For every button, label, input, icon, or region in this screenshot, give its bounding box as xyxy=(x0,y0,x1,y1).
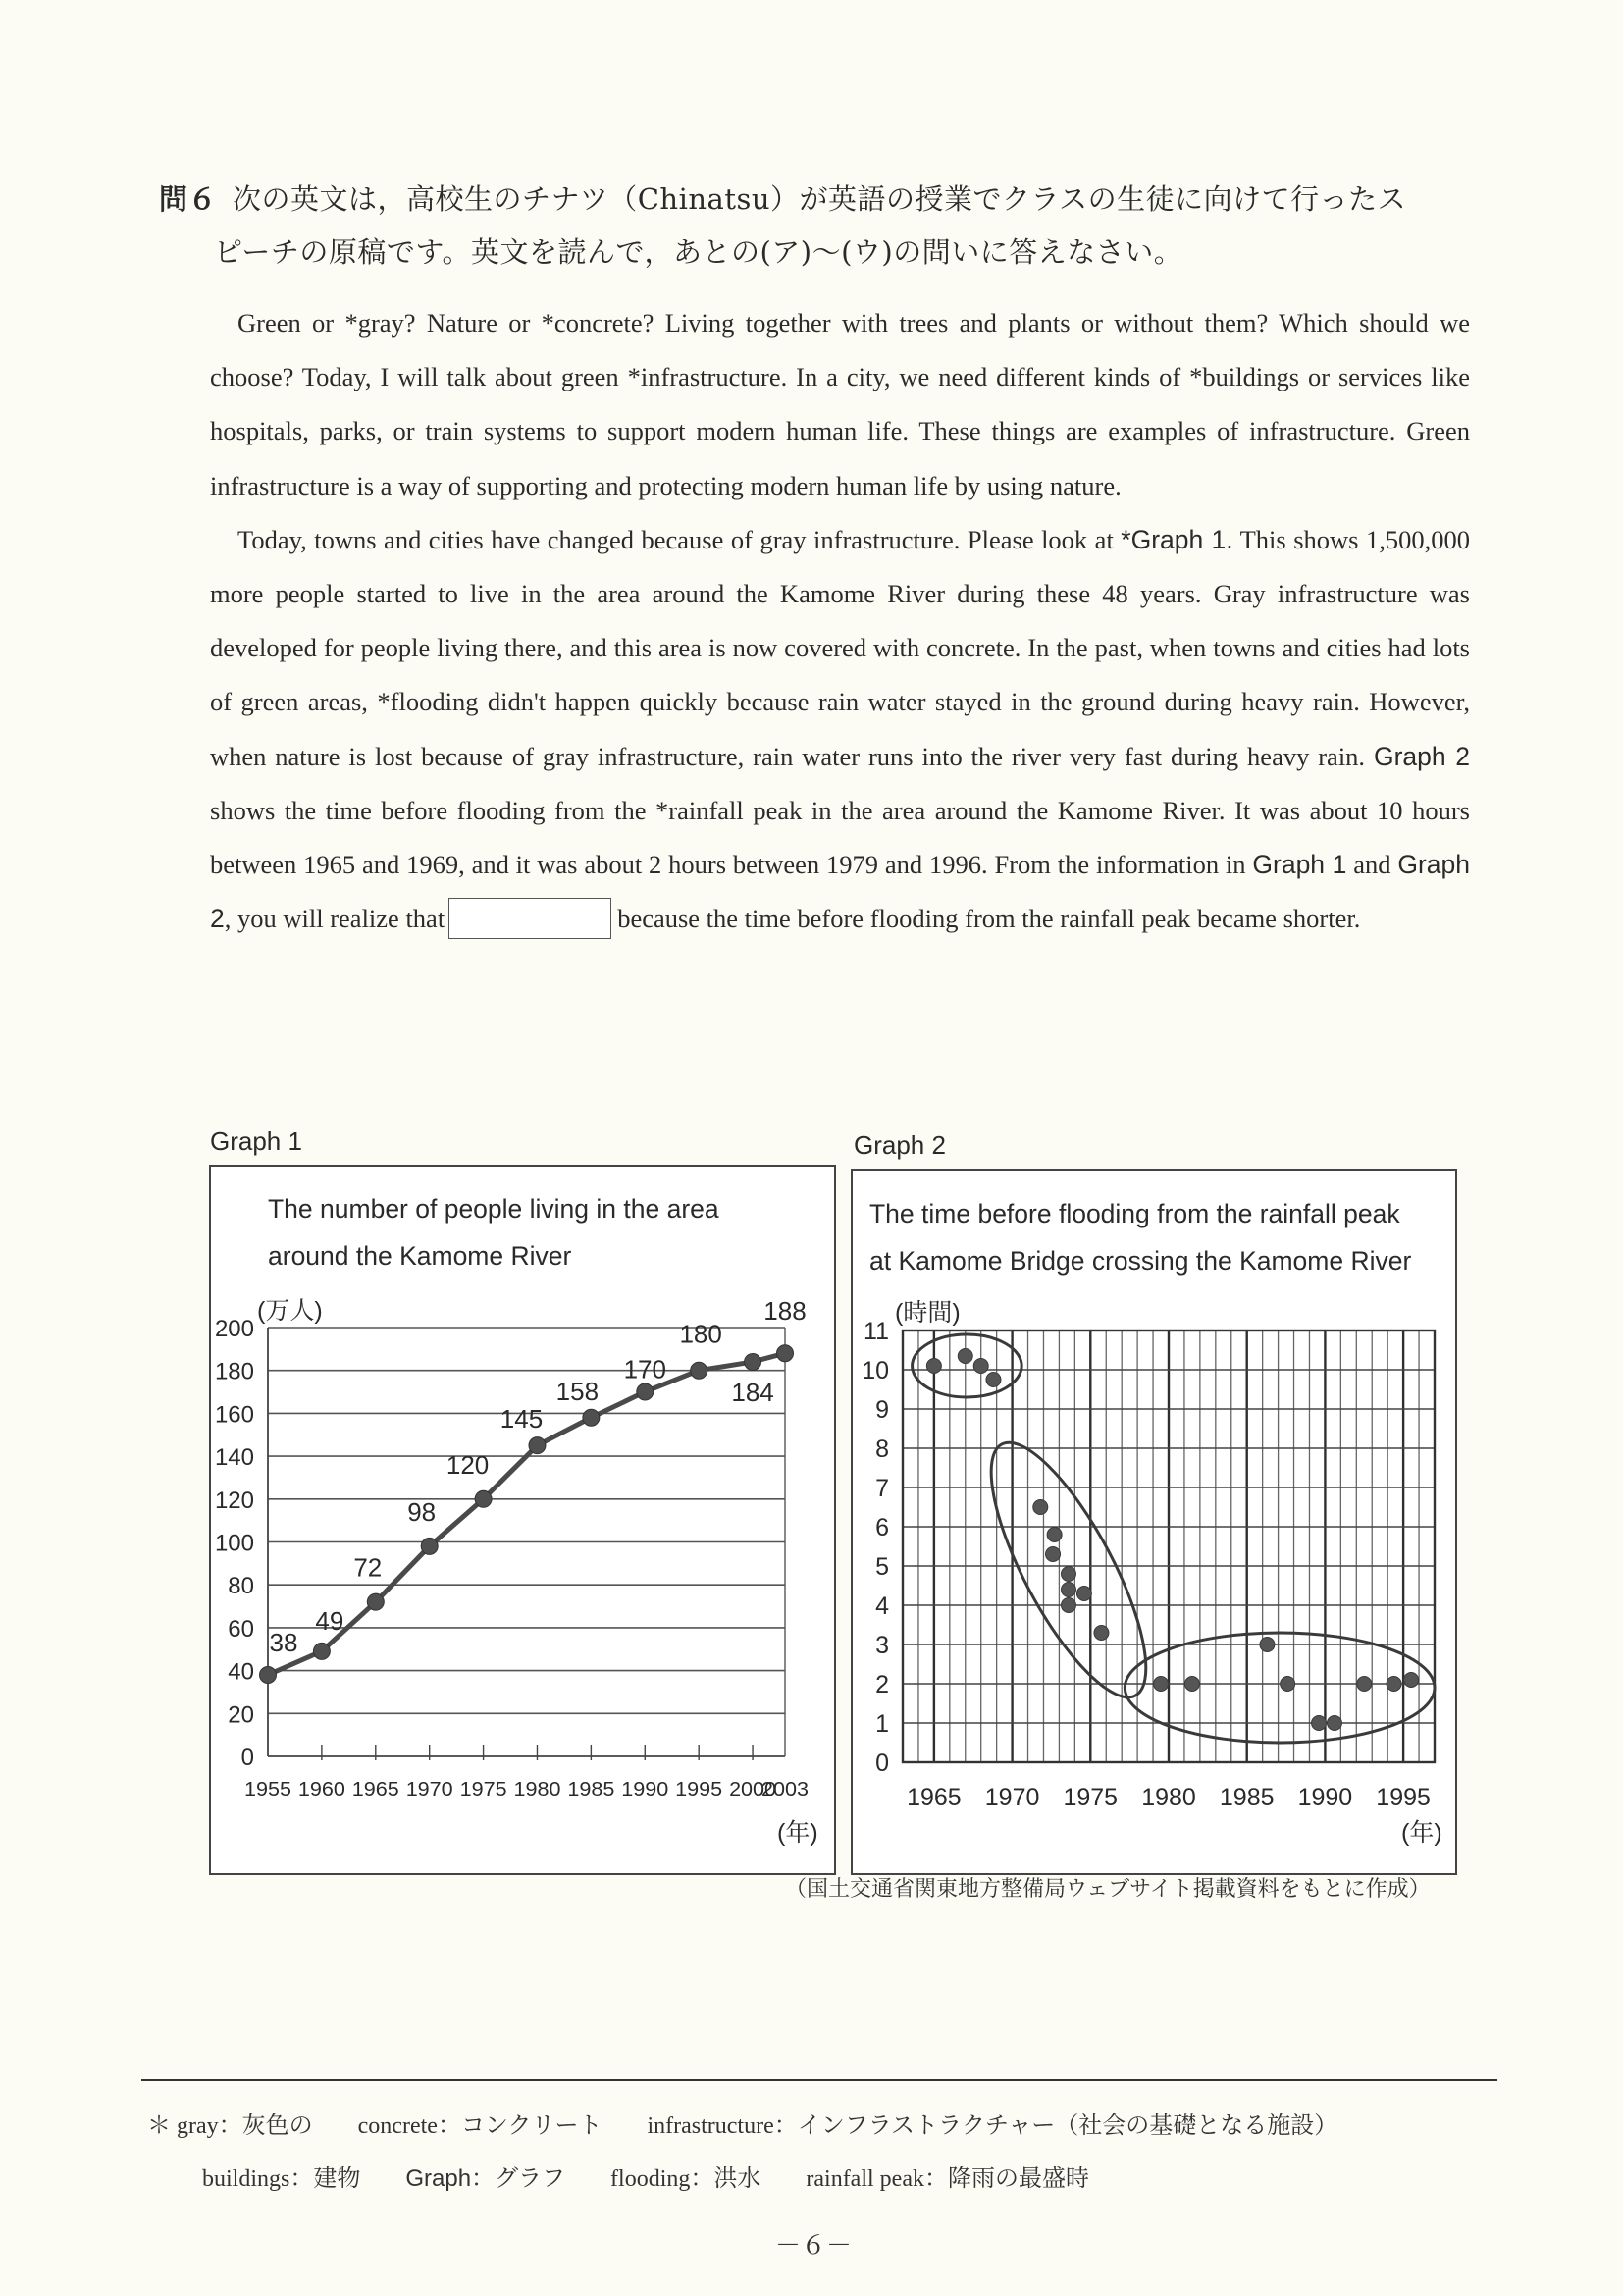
graph2-data-point xyxy=(1046,1547,1061,1562)
graph2-data-point xyxy=(1033,1500,1048,1515)
graph1-data-label: 180 xyxy=(679,1319,722,1349)
graph2-data-point xyxy=(1047,1528,1062,1542)
glossary-marker: ＊ xyxy=(147,2113,171,2139)
graph1-data-point xyxy=(421,1538,438,1554)
graph1-data-label: 120 xyxy=(445,1449,490,1480)
graph1-data-point xyxy=(637,1383,654,1400)
graph2-y-tick-label: 5 xyxy=(875,1553,889,1581)
graph2-reference-2: Graph 2 xyxy=(210,850,1470,934)
graph1-y-tick-label: 40 xyxy=(228,1658,254,1686)
graph1-y-tick-label: 180 xyxy=(214,1358,254,1385)
graph1-data-label: 98 xyxy=(407,1496,437,1527)
graph2-y-tick-label: 9 xyxy=(875,1396,889,1424)
graph1-data-point xyxy=(745,1353,761,1370)
question-instruction-line1: 次の英文は，高校生のチナツ（Chinatsu）が英語の授業でクラスの生徒に向けて行ったス xyxy=(233,183,1407,216)
paragraph-2-and: and xyxy=(1346,850,1398,880)
graph2-label: Graph 2 xyxy=(854,1130,946,1160)
graph2-y-tick-label: 7 xyxy=(875,1475,889,1502)
graph1-data-point xyxy=(367,1593,384,1610)
graph2-y-unit: (時間) xyxy=(895,1299,961,1327)
graph1-y-tick-label: 20 xyxy=(228,1701,254,1729)
graph1-title-line1: The number of people living in the area xyxy=(268,1194,719,1224)
graph2-x-tick-label: 1965 xyxy=(907,1784,962,1811)
graph1-data-label: 145 xyxy=(499,1404,544,1435)
graph1-x-tick-label: 1985 xyxy=(567,1779,615,1800)
graph2-data-point xyxy=(1061,1567,1075,1582)
graph1-data-label: 158 xyxy=(555,1376,600,1406)
graph1-y-tick-label: 0 xyxy=(240,1745,254,1771)
graph2-title-line1: The time before flooding from the rainfall peak xyxy=(869,1199,1400,1228)
paragraph-2-text-e: because the time before flooding from the rainfall peak became shorter. xyxy=(617,904,1361,934)
source-citation: （国土交通省関東地方整備局ウェブサイト掲載資料をもとに作成） xyxy=(785,1877,1431,1902)
graph1-x-tick-label: 1955 xyxy=(244,1779,291,1800)
glossary-item: buildings：建物 xyxy=(202,2166,361,2192)
graph1-label: Graph 1 xyxy=(210,1126,302,1156)
graph1-y-tick-label: 120 xyxy=(214,1487,254,1514)
glossary-item: flooding：洪水 xyxy=(610,2166,761,2192)
graph2-data-point xyxy=(1327,1716,1341,1731)
graph1-title-line2: around the Kamome River xyxy=(268,1241,572,1271)
graph2-data-point xyxy=(986,1373,1001,1387)
graph1-data-label: 72 xyxy=(353,1552,383,1583)
graph1-y-tick-label: 140 xyxy=(214,1444,254,1472)
graph2-data-point xyxy=(1404,1673,1419,1688)
graph2-x-tick-label: 1980 xyxy=(1141,1784,1196,1811)
glossary-item: rainfall peak：降雨の最盛時 xyxy=(806,2166,1089,2192)
paragraph-1: Green or *gray? Nature or *concrete? Living together with trees and plants or without them? Which should we choose? Today, I will talk about green *infrastructure. In a city, we need different kinds of *buildings or services like hospitals, parks, or train systems to support modern human life. These things are examples of infrastructure. Green infrastructure is a way of supporting and protecting modern human life by using nature. xyxy=(210,308,1470,500)
graph2-data-point xyxy=(1312,1716,1327,1731)
graph2-data-point xyxy=(1184,1677,1199,1692)
graph2-title-line2: at Kamome Bridge crossing the Kamome River xyxy=(869,1246,1412,1276)
graph1-y-tick-label: 80 xyxy=(228,1573,254,1600)
paragraph-2-text-d: , you will realize that xyxy=(224,904,445,934)
footnote-divider xyxy=(141,2079,1497,2081)
graph2-data-point xyxy=(958,1349,972,1364)
graph2-data-point xyxy=(1061,1583,1075,1597)
paragraph-2-text-a: Today, towns and cities have changed because of gray infrastructure. Please look at xyxy=(237,524,1122,554)
graph2-reference: Graph 2 xyxy=(1373,741,1470,771)
graph1-x-tick-label: 1970 xyxy=(405,1779,453,1800)
graph1-data-point xyxy=(691,1362,707,1379)
glossary-row-1 xyxy=(147,2100,1377,2153)
graph2-data-point xyxy=(1281,1677,1295,1692)
graph1-x-tick-label: 1960 xyxy=(297,1779,345,1800)
graph2-x-unit: (年) xyxy=(1401,1819,1442,1847)
graph2-data-point xyxy=(1076,1587,1091,1601)
graph2-y-tick-label: 11 xyxy=(864,1318,889,1345)
paragraph-2-text-c: shows the time before flooding from the *rainfall peak in the area around the Kamome River. It was about 10 hours between 1965 and 1969, and it was about 2 hours between 1979 and 1996. From the information in xyxy=(210,795,1470,880)
graph1-data-point xyxy=(583,1409,600,1426)
glossary-item: gray：灰色の xyxy=(177,2113,313,2139)
graph1-x-tick-label: 1975 xyxy=(459,1779,507,1800)
graph1-y-tick-label: 160 xyxy=(214,1401,254,1429)
graph1-data-label: 170 xyxy=(623,1354,666,1384)
glossary xyxy=(147,2100,1377,2206)
graph2-x-tick-label: 1990 xyxy=(1297,1784,1353,1811)
graph2-data-point xyxy=(1154,1677,1169,1692)
paragraph-2-text-b: This shows 1,500,000 more people started to live in the area around the Kamome River during these 48 years. Gray infrastructure was developed for people living there, and this area is now covered with concrete. In the past, when towns and cities had lots of green areas, *flooding didn't happen quickly because rain water stayed in the ground during heavy rain. However, when nature is lost because of gray infrastructure, rain water runs into the river very fast during heavy rain. xyxy=(210,524,1470,771)
graph1-x-tick-label: 1990 xyxy=(621,1779,669,1800)
glossary-item: concrete：コンクリート xyxy=(357,2113,602,2139)
glossary-row-2 xyxy=(147,2153,1377,2206)
graph1-reference-2: Graph 1 xyxy=(1252,850,1347,880)
graph2-y-tick-label: 6 xyxy=(875,1514,889,1541)
graph2-y-tick-label: 8 xyxy=(875,1435,889,1463)
question-number: 問６ xyxy=(159,183,218,216)
graph2-data-point xyxy=(973,1359,988,1374)
graph2-data-point xyxy=(1094,1626,1109,1641)
graph1-data-label: 38 xyxy=(269,1627,298,1657)
page-number: －６－ xyxy=(775,2231,853,2261)
glossary-item: infrastructure：インフラストラクチャー（社会の基礎となる施設） xyxy=(647,2113,1338,2139)
graph1-data-point xyxy=(475,1490,492,1507)
graph1-x-tick-label: 1995 xyxy=(675,1779,723,1800)
graph1-y-tick-label: 100 xyxy=(214,1530,254,1557)
graph2-x-tick-label: 1985 xyxy=(1219,1784,1275,1811)
graph1-y-tick-label: 200 xyxy=(214,1316,254,1342)
graph2-y-tick-label: 0 xyxy=(875,1749,889,1777)
graph1-data-point xyxy=(313,1643,330,1659)
graph2-data-point xyxy=(926,1359,941,1374)
graph1-y-unit: (万人) xyxy=(257,1297,323,1325)
graph1-data-point xyxy=(529,1437,546,1454)
graph1-x-unit: (年) xyxy=(777,1819,818,1847)
graph1-x-tick-label: 1980 xyxy=(513,1779,561,1800)
graph1-data-label: 49 xyxy=(315,1605,344,1636)
question-instruction-line2: ピーチの原稿です。英文を読んで，あとの(ア)〜(ウ)の問いに答えなさい。 xyxy=(214,235,1183,269)
graph2-y-tick-label: 3 xyxy=(875,1632,889,1659)
graph2-x-tick-label: 1995 xyxy=(1376,1784,1431,1811)
graph1-frame xyxy=(210,1166,835,1874)
graph2-data-point xyxy=(1061,1598,1075,1613)
graph1-x-tick-label: 2000 xyxy=(729,1779,777,1800)
graph1-x-tick-label: 2003 xyxy=(761,1779,809,1800)
graph1-data-point xyxy=(777,1345,794,1362)
graph1-data-label: 184 xyxy=(731,1377,774,1407)
graph2-data-point xyxy=(1357,1677,1372,1692)
graph2-data-point xyxy=(1387,1677,1401,1692)
graph1-x-tick-label: 1965 xyxy=(351,1779,399,1800)
graph2-y-tick-label: 10 xyxy=(862,1357,889,1384)
graph1-data-label: 188 xyxy=(763,1296,807,1327)
glossary-item: Graph：グラフ xyxy=(405,2166,566,2192)
graph2-y-tick-label: 1 xyxy=(875,1710,889,1738)
graph2-x-tick-label: 1970 xyxy=(984,1784,1040,1811)
graph1-reference: *Graph 1. xyxy=(1121,524,1233,554)
graph2-data-point xyxy=(1260,1638,1275,1652)
graph2 xyxy=(852,1170,1456,1874)
graph2-y-tick-label: 4 xyxy=(875,1592,889,1620)
graph1-data-point xyxy=(260,1666,277,1683)
graph1-y-tick-label: 60 xyxy=(228,1615,254,1643)
graph1 xyxy=(210,1166,835,1874)
graph2-y-tick-label: 2 xyxy=(875,1671,889,1698)
graph2-x-tick-label: 1975 xyxy=(1063,1784,1119,1811)
